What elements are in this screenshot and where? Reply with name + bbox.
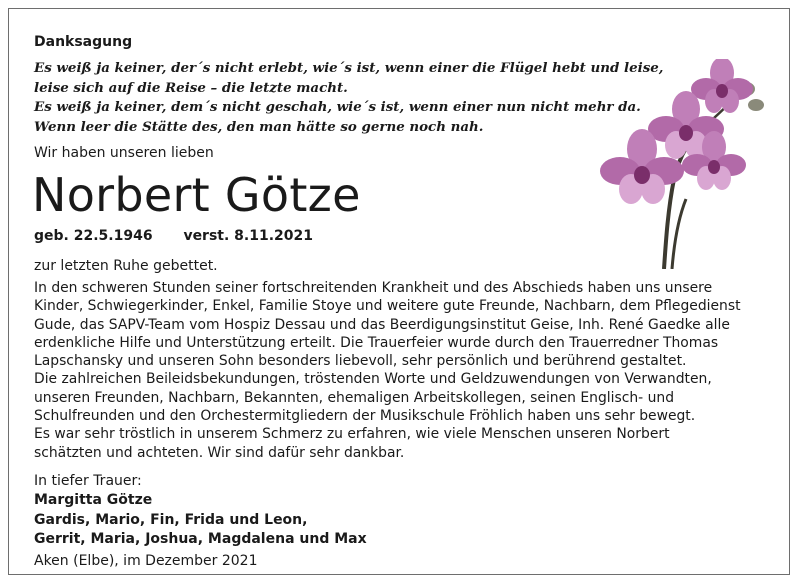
rest-line: zur letzten Ruhe gebettet. [34, 258, 218, 274]
death-date: verst. 8.11.2021 [183, 228, 314, 244]
mourn-label: In tiefer Trauer: [34, 473, 142, 489]
mourner-line: Gerrit, Maria, Joshua, Magdalena und Max [34, 531, 367, 547]
obituary-frame [8, 8, 790, 575]
body-line: schätzten und achteten. Wir sind dafür sehr dankbar. [34, 444, 405, 461]
poem-line: Es weiß ja keiner, der´s nicht erlebt, wie´s ist, wenn einer die Flügel hebt und leise, [34, 60, 664, 76]
body-line: Kinder, Schwiegerkinder, Enkel, Familie Stoye und weitere gute Freunde, Nachbarn, dem Pflegedienst [34, 298, 741, 315]
intro-text: Wir haben unseren lieben [34, 145, 214, 161]
poem [34, 59, 663, 137]
orchid-flower-icon [594, 59, 764, 269]
body-line: Es war sehr tröstlich in unserem Schmerz zu erfahren, wie viele Menschen unseren Norbert [34, 426, 670, 443]
mourner-line: Gardis, Mario, Fin, Frida und Leon, [34, 511, 308, 528]
place-date: Aken (Elbe), im Dezember 2021 [34, 553, 258, 569]
body-line: In den schweren Stunden seiner fortschreitenden Krankheit und des Abschieds haben uns unsere [34, 280, 713, 296]
life-dates [34, 228, 339, 244]
thanks-body [34, 279, 779, 462]
body-line: Lapschansky und unseren Sohn besonders liebevoll, sehr persönlich und berührend gestaltet. [34, 353, 687, 370]
body-line: Gude, das SAPV-Team vom Hospiz Dessau und das Beerdigungsinstitut Geise, Inh. René Gaedke alle [34, 316, 730, 333]
birth-date: geb. 22.5.1946 [34, 228, 153, 244]
mourner-line: Margitta Götze [34, 492, 153, 508]
poem-line: Es weiß ja keiner, dem´s nicht geschah, wie´s ist, wenn einer nun nicht mehr da. [34, 99, 641, 116]
deceased-name: Norbert Götze [32, 168, 361, 222]
poem-line: Wenn leer die Stätte des, den man hätte so gerne noch nah. [34, 118, 484, 135]
body-line: unseren Freunden, Nachbarn, Bekannten, ehemaligen Arbeitskollegen, seinen Englisch- und [34, 389, 675, 406]
poem-line: leise sich auf die Reise – die letzte macht. [34, 79, 348, 96]
mourners-list [34, 491, 367, 550]
body-line: Die zahlreichen Beileidsbekundungen, tröstenden Worte und Geldzuwendungen von Verwandten, [34, 371, 712, 388]
body-line: erdenkliche Hilfe und Unterstützung erteilt. Die Trauerfeier wurde durch den Trauerredner Thomas [34, 334, 719, 351]
body-line: Schulfreunden und den Orchestermitgliedern der Musikschule Fröhlich haben uns sehr bewegt. [34, 408, 696, 425]
notice-heading: Danksagung [34, 34, 133, 50]
